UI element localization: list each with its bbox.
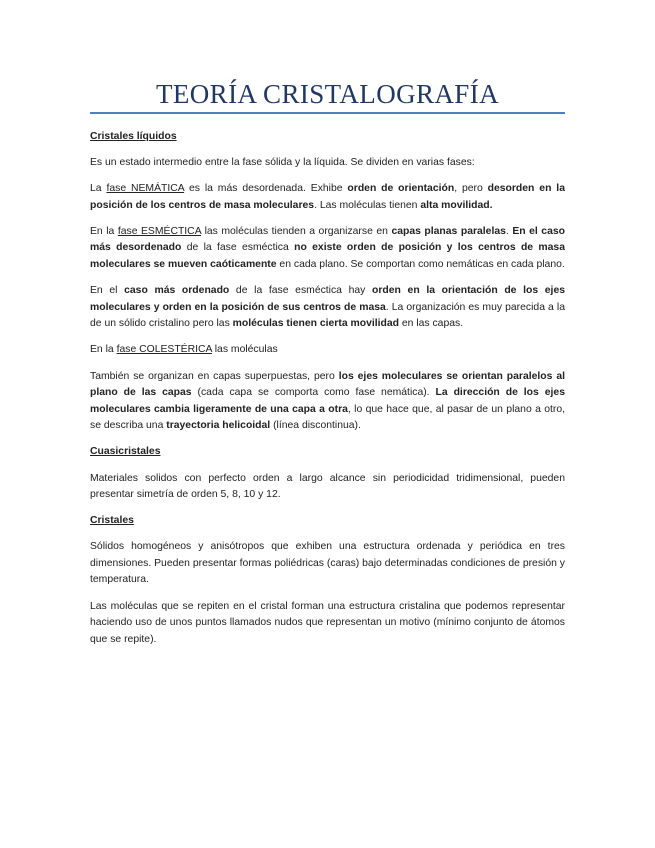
bold-run: caso más ordenado [124, 285, 230, 297]
bold-run: moléculas tienen cierta movilidad [232, 318, 399, 330]
bold-run: orden en la orientación de los ejes moleculares y orden en la posición de sus centros de masa [90, 285, 565, 313]
paragraph-cristales-1: Sólidos homogéneos y anisótropos que exhiben una estructura ordenada y periódica en tres dimensiones. Pueden presentar formas poliédricas (caras) bajo determinadas condiciones de presión y temperatura. [90, 541, 565, 586]
bold-run: trayectoria helicoidal [166, 420, 271, 432]
bold-run: no existe orden de posición y los centros de masa moleculares se mueven caóticamente [90, 242, 565, 271]
text-run: También se organizan en capas superpuestas, pero [90, 370, 339, 382]
text-run: las moléculas [211, 344, 278, 356]
text-run: de la fase esméctica [181, 242, 295, 254]
text-run: En el [90, 285, 125, 297]
text-run: (cada capa se comporta como fase nemática). [191, 387, 436, 399]
page-title: TEORÍA CRISTALOGRAFÍA [156, 79, 499, 109]
term-fase-nematica: fase NEMÁTICA [106, 183, 185, 195]
bold-run: La dirección de los ejes moleculares cambia ligeramente de una capa a otra [90, 387, 565, 415]
text-run: La [90, 183, 107, 195]
text-run: las moléculas tienden a organizarse en [201, 225, 392, 237]
title-underline-rule [90, 112, 565, 114]
paragraph-caso-ordenado [90, 283, 565, 333]
bold-run: los ejes moleculares se orientan paralelos al plano de las capas [90, 370, 565, 399]
section-heading-cuasicristales: Cuasicristales [90, 446, 161, 458]
paragraph-cuasicristales: Materiales solidos con perfecto orden a largo alcance sin periodicidad tridimensional, pueden presentar simetría de orden 5, 8, 10 y 12. [90, 472, 565, 501]
paragraph-tambien [90, 369, 565, 435]
text-run: . La organización es muy parecida a la de un sólido cristalino pero las [90, 301, 565, 330]
text-run: . Las moléculas tienen [314, 199, 421, 211]
document-body [90, 129, 565, 658]
term-fase-esmectica: fase ESMÉCTICA [117, 225, 202, 237]
paragraph-nematica [90, 181, 565, 214]
text-run: En la [90, 225, 118, 237]
term-fase-colesterica: fase COLESTÉRICA [116, 344, 212, 356]
text-run: . [505, 225, 513, 237]
text-run: , lo que hace que, al pasar de un plano a otro, se describa una [90, 403, 565, 432]
paragraph-colesterica [90, 342, 565, 359]
text-run: en las capas. [398, 318, 464, 330]
text-run: En la [90, 344, 117, 356]
bold-run: alta movilidad. [420, 199, 493, 211]
paragraph-intro: Es un estado intermedio entre la fase sólida y la líquida. Se dividen en varias fases: [90, 157, 475, 169]
text-run: en cada plano. Se comportan como nemáticas en cada plano. [276, 259, 565, 271]
text-run: de la fase esméctica hay [229, 285, 373, 297]
section-heading-cristales: Cristales [90, 515, 134, 527]
bold-run: orden de orientación [347, 183, 455, 195]
text-run: es la más desordenada. Exhibe [184, 183, 348, 195]
section-heading-cristales-liquidos: Cristales líquidos [90, 131, 177, 142]
text-run: , pero [454, 183, 488, 195]
paragraph-cristales-2: Las moléculas que se repiten en el cristal forman una estructura cristalina que podemos representar haciendo uso de unos puntos llamados nudos que representan un motivo (mínimo conjunto de átomos que se repite). [90, 600, 565, 645]
bold-run: capas planas paralelas [391, 225, 506, 237]
text-run: (línea discontinua). [270, 420, 361, 432]
paragraph-esmectica [90, 224, 565, 274]
bold-run: En el caso más desordenado [90, 225, 565, 254]
bold-run: desorden en la posición de los centros de masa moleculares [90, 183, 565, 211]
